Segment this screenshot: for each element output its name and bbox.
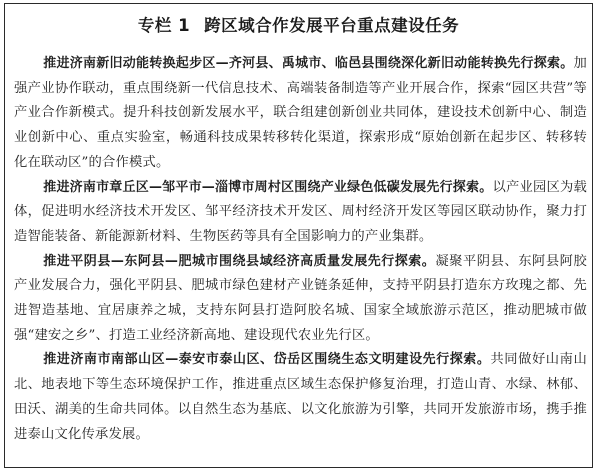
column-title	[5, 12, 592, 36]
paragraph	[14, 176, 587, 250]
paragraph-text: 加强产业协作联动，重点围绕新一代信息技术、高端装备制造等产业开展合作，探索“园区共营”等产业合作新模式。提升科技创新发展水平，联合组建创新创业共同体，建设技术创新中心、制造业创新中心、重点实验室，畅通科技成果转移转化渠道，探索形成“原始创新在起步区、转移转化在联动区”的合作模式。	[14, 56, 587, 170]
paragraph-lead: 推进济南市章丘区—邹平市—淄博市周村区围绕产业绿色低碳发展先行探索。	[43, 179, 493, 195]
paragraph	[14, 250, 587, 349]
paragraph-text: 共同做好山南山北、地表地下等生态环境保护工作，推进重点区域生态保护修复治理，打造山青、水绿、林郁、田沃、湖美的生命共同体。以自然生态为基底、以文化旅游为引擎，共同开发旅游市场，携手推进泰山文化传承发展。	[14, 352, 587, 442]
paragraph-text: 凝聚平阴县、东阿县阿胶产业发展合力，强化平阴县、肥城市绿色建材产业链条延伸，支持平阴县打造东方玫瑰之都、先进智造基地、宜居康养之城，支持东阿县打造阿胶名城、国家全域旅游示范区，推动肥城市做强“建安之乡”、打造工业经济新高地、建设现代农业先行区。	[14, 253, 587, 343]
column-body	[14, 52, 587, 447]
paragraph-lead: 推进平阴县—东阿县—肥城市围绕县域经济高质量发展先行探索。	[43, 253, 436, 269]
paragraph-lead: 推进济南市南部山区—泰安市泰山区、岱岳区围绕生态文明建设先行探索。	[43, 352, 491, 368]
paragraph-text: 以产业园区为载体，促进明水经济技术开发区、邹平经济技术开发区、周村经济开发区等园区联动协作，聚力打造智能装备、新能源新材料、生物医药等具有全国影响力的产业集群。	[14, 179, 587, 244]
column-box	[4, 3, 593, 468]
column-heading: 跨区域合作发展平台重点建设任务	[204, 16, 460, 35]
paragraph	[14, 52, 587, 176]
paragraph	[14, 348, 587, 447]
column-label: 专栏 1	[137, 16, 191, 35]
paragraph-lead: 推进济南新旧动能转换起步区—齐河县、禹城市、临邑县围绕深化新旧动能转换先行探索。	[43, 56, 574, 71]
